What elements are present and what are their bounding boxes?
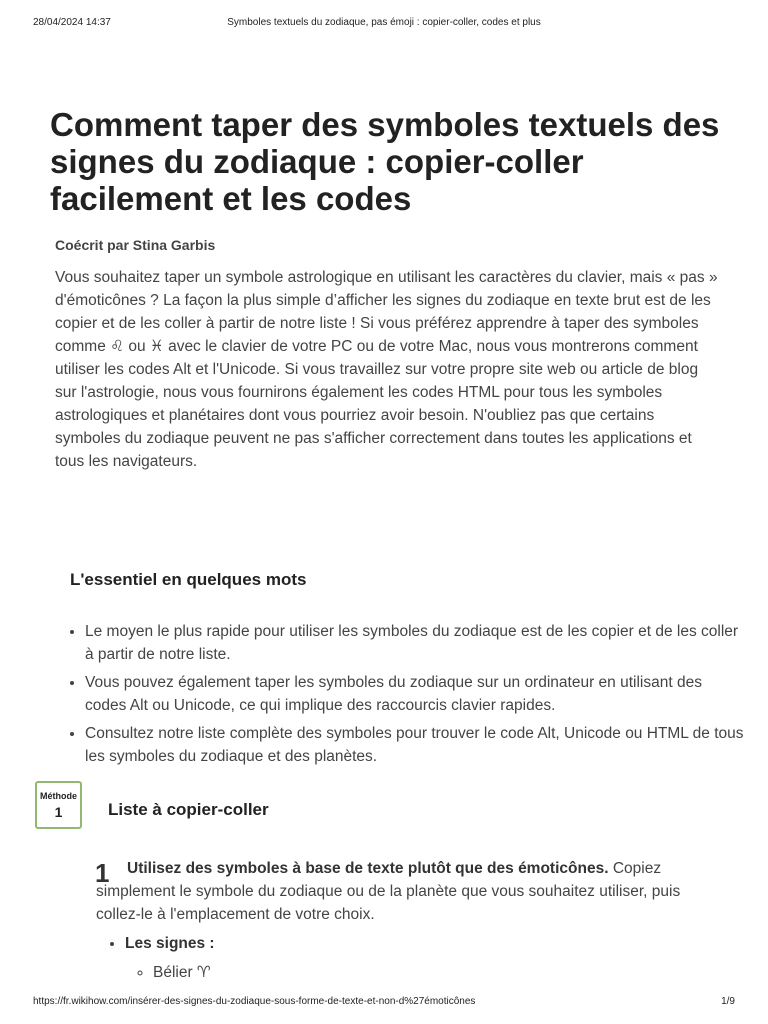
article-byline: Coécrit par Stina Garbis [55,237,216,253]
print-page-indicator: 1/9 [721,996,735,1007]
sign-item: ◦ Bélier ♈︎ [153,961,215,984]
summary-item: • Consultez notre liste complète des symboles pour trouver le code Alt, Unicode ou HTML de tous les symboles du zodiaque et des planètes. [85,722,745,768]
signs-list-item [125,932,215,984]
print-url: https://fr.wikihow.com/insérer-des-signes-du-zodiaque-sous-forme-de-texte-et-non-d%27émoticônes [33,996,476,1007]
summary-list [62,620,745,773]
method-label: Méthode [40,791,77,801]
method-number: 1 [54,804,63,820]
signs-list [125,961,215,984]
signs-label: Les signes : [125,935,215,952]
method-badge [35,781,82,829]
article-title: Comment taper des symboles textuels des signes du zodiaque : copier-coller facilement et les codes [50,106,720,217]
summary-heading: L'essentiel en quelques mots [70,570,307,589]
method-title: Liste à copier-coller [108,800,269,819]
print-footer [0,996,768,1010]
step-text [96,857,716,926]
step-number: 1 [95,858,110,888]
summary-item: • Le moyen le plus rapide pour utiliser les symboles du zodiaque est de les copier et de les coller à partir de notre liste. [85,620,745,666]
article-intro: Vous souhaitez taper un symbole astrologique en utilisant les caractères du clavier, mais « pas » d'émoticônes ? La façon la plus simple d’afficher les signes du zodiaque en texte brut est de les copier et de les coller à partir de notre liste ! Si vous préférez apprendre à taper des symboles comme ♌︎ ou ♓︎ avec le clavier de votre PC ou de votre Mac, nous vous montrerons comment utiliser les codes Alt et l'Unicode. Si vous travaillez sur votre propre site web ou article de blog sur l'astrologie, nous vous fournirons également les codes HTML pour tous les symboles astrologiques et planétaires dont vous pourriez avoir besoin. N'oubliez pas que certains symboles du zodiaque peuvent ne pas s'afficher correctement dans toutes les applications et tous les navigateurs. [55,269,718,470]
print-datetime: 28/04/2024 14:37 [33,17,111,28]
summary-item: • Vous pouvez également taper les symboles du zodiaque sur un ordinateur en utilisant des codes Alt ou Unicode, ce qui implique des raccourcis clavier rapides. [85,671,745,717]
step-sub-list [103,932,215,984]
step-body-text: Copiez simplement le symbole du zodiaque ou de la planète que vous souhaitez utiliser, puis collez-le à l'emplacement de votre choix. [96,860,681,923]
print-header [0,17,768,31]
step-bold-text: Utilisez des symboles à base de texte plutôt que des émoticônes. [127,860,609,877]
print-page-title: Symboles textuels du zodiaque, pas émoji : copier-coller, codes et plus [227,17,541,28]
